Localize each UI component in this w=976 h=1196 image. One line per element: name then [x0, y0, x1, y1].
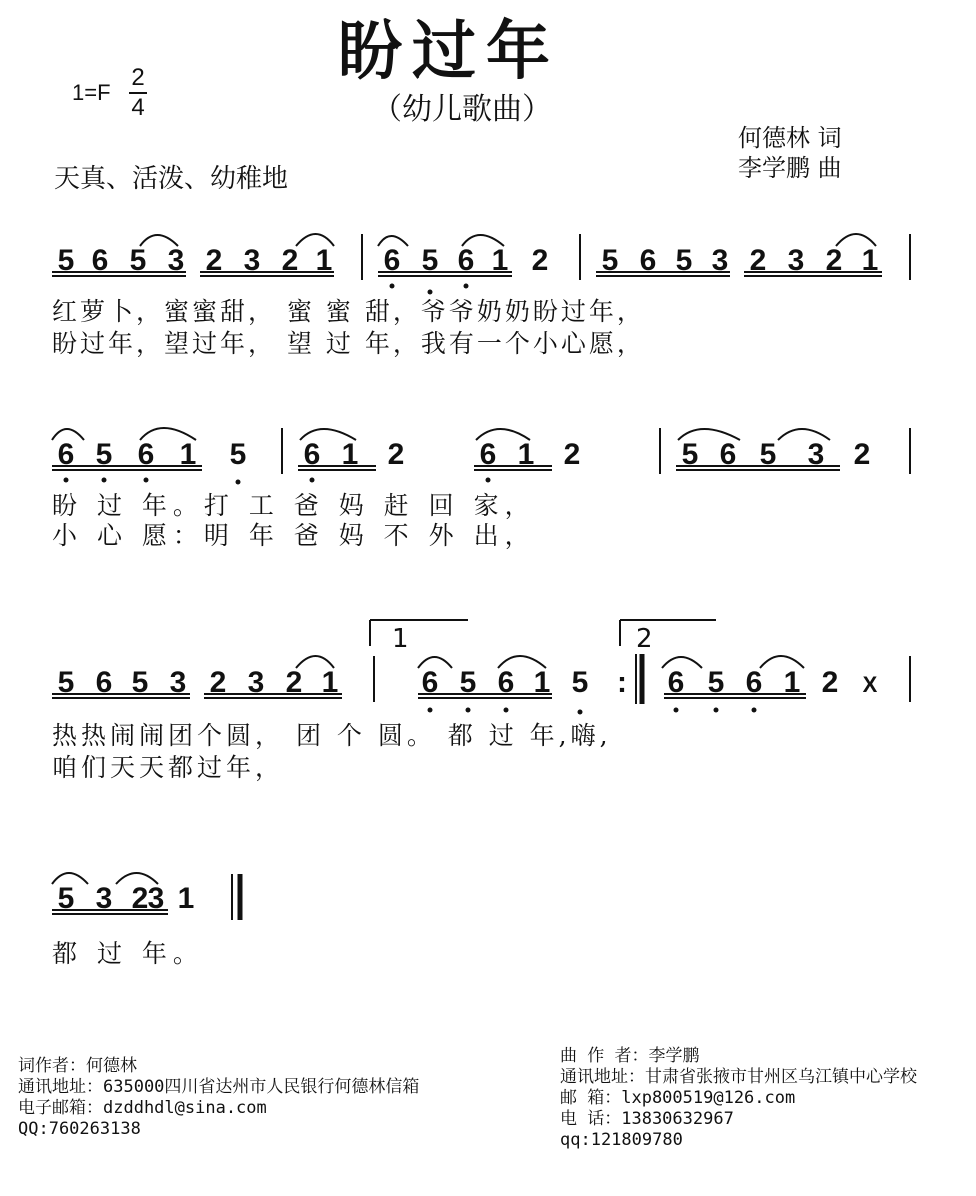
- note-digit: 1: [517, 438, 535, 471]
- lyricist-email: 电子邮箱：dzddhdl@sina.com: [18, 1098, 267, 1118]
- note-digit: 6: [479, 438, 497, 471]
- note-digit: 6: [303, 438, 321, 471]
- note-digit: 6: [383, 244, 401, 277]
- note-digit: 6: [497, 666, 515, 699]
- note-digit: 5: [129, 244, 147, 277]
- volta-1-label: 1: [392, 624, 409, 654]
- note-digit: 3: [807, 438, 825, 471]
- note-digit: 3: [711, 244, 729, 277]
- note-digit: 6: [639, 244, 657, 277]
- composer-phone: 电 话：13830632967: [560, 1109, 734, 1129]
- note-digit: 1: [177, 882, 195, 915]
- note-digit: 5: [57, 882, 75, 915]
- note-digit: 2: [749, 244, 767, 277]
- note-digit: 2: [853, 438, 871, 471]
- note-digit: 1: [341, 438, 359, 471]
- note-digit: 5: [759, 438, 777, 471]
- lyricist-credit: 何德林 词: [738, 124, 842, 152]
- composer-qq: qq:121809780: [560, 1130, 683, 1150]
- note-digit: 2: [821, 666, 839, 699]
- volta-2-label: 2: [636, 624, 653, 654]
- note-digit: 3: [167, 244, 185, 277]
- lyricist-name: 词作者：何德林: [18, 1056, 137, 1076]
- tempo-marking: 天真、活泼、幼稚地: [54, 164, 289, 194]
- note-digit: 2: [131, 882, 149, 915]
- contact-left: [18, 1056, 419, 1140]
- song-title: 盼过年: [338, 14, 560, 89]
- contact-right: [560, 1046, 917, 1151]
- note-digit: 6: [719, 438, 737, 471]
- note-digit: 6: [667, 666, 685, 699]
- note-digit: X: [862, 672, 878, 697]
- note-digit: 1: [491, 244, 509, 277]
- key-signature: 1=F: [72, 80, 111, 105]
- note-digit: 5: [421, 244, 439, 277]
- note-digit: 5: [95, 438, 113, 471]
- time-signature-top: 2: [131, 64, 145, 91]
- note-digit: 3: [147, 882, 165, 915]
- note-digit: 6: [457, 244, 475, 277]
- note-digit: 5: [675, 244, 693, 277]
- note-digit: 2: [531, 244, 549, 277]
- note-digit: 5: [459, 666, 477, 699]
- note-digit: 3: [243, 244, 261, 277]
- note-digit: 6: [95, 666, 113, 699]
- time-signature-bottom: 4: [131, 94, 145, 121]
- note-digit: 6: [91, 244, 109, 277]
- lyrics-row2-verse1: 盼 过 年。打 工 爸 妈 赶 回 家，: [52, 491, 536, 520]
- note-digit: 5: [601, 244, 619, 277]
- note-digit: 1: [315, 244, 333, 277]
- note-digit: 6: [745, 666, 763, 699]
- composer-address: 通讯地址：甘肃省张掖市甘州区乌江镇中心学校: [560, 1067, 917, 1087]
- note-digit: 2: [563, 438, 581, 471]
- note-digit: 2: [387, 438, 405, 471]
- composer-name: 曲 作 者：李学鹏: [560, 1046, 700, 1066]
- lyrics-row1-verse2: 盼过年，望过年， 望 过 年，我有一个小心愿，: [52, 329, 645, 358]
- lyrics-row1-verse1: 红萝卜，蜜蜜甜， 蜜 蜜 甜，爷爷奶奶盼过年，: [52, 297, 645, 326]
- note-digit: 1: [179, 438, 197, 471]
- lyrics-row3-verse2: 咱们天天都过年，: [52, 753, 285, 782]
- note-digit: 1: [533, 666, 551, 699]
- note-digit: 3: [247, 666, 265, 699]
- lyrics-row2-verse2: 小 心 愿：明 年 爸 妈 不 外 出，: [52, 521, 536, 550]
- note-digit: 3: [95, 882, 113, 915]
- note-digit: 6: [57, 438, 75, 471]
- note-digit: 1: [783, 666, 801, 699]
- composer-credit: 李学鹏 曲: [738, 154, 842, 182]
- note-digit: 1: [321, 666, 339, 699]
- note-digit: 2: [285, 666, 303, 699]
- note-digit: 5: [571, 666, 589, 699]
- note-digit: 5: [57, 244, 75, 277]
- note-digit: 2: [209, 666, 227, 699]
- note-digit: 2: [825, 244, 843, 277]
- lyrics-row4-verse1: 都 过 年。: [52, 939, 204, 968]
- note-digit: 5: [229, 438, 247, 471]
- note-digit: 6: [137, 438, 155, 471]
- lyricist-qq: QQ:760263138: [18, 1119, 141, 1139]
- composer-email: 邮 箱：lxp800519@126.com: [560, 1088, 796, 1108]
- note-digit: 5: [707, 666, 725, 699]
- lyricist-address: 通讯地址：635000四川省达州市人民银行何德林信箱: [18, 1077, 420, 1097]
- note-digit: :: [617, 666, 627, 699]
- note-digit: 5: [57, 666, 75, 699]
- note-digit: 5: [681, 438, 699, 471]
- lyrics-row3-verse1: 热热闹闹团个圆， 团 个 圆。 都 过 年,嗨,: [52, 721, 612, 750]
- note-digit: 2: [281, 244, 299, 277]
- note-digit: 3: [787, 244, 805, 277]
- note-digit: 3: [169, 666, 187, 699]
- note-digit: 5: [131, 666, 149, 699]
- note-digit: 1: [861, 244, 879, 277]
- song-subtitle: （幼儿歌曲）: [372, 92, 552, 127]
- note-digit: 2: [205, 244, 223, 277]
- note-digit: 6: [421, 666, 439, 699]
